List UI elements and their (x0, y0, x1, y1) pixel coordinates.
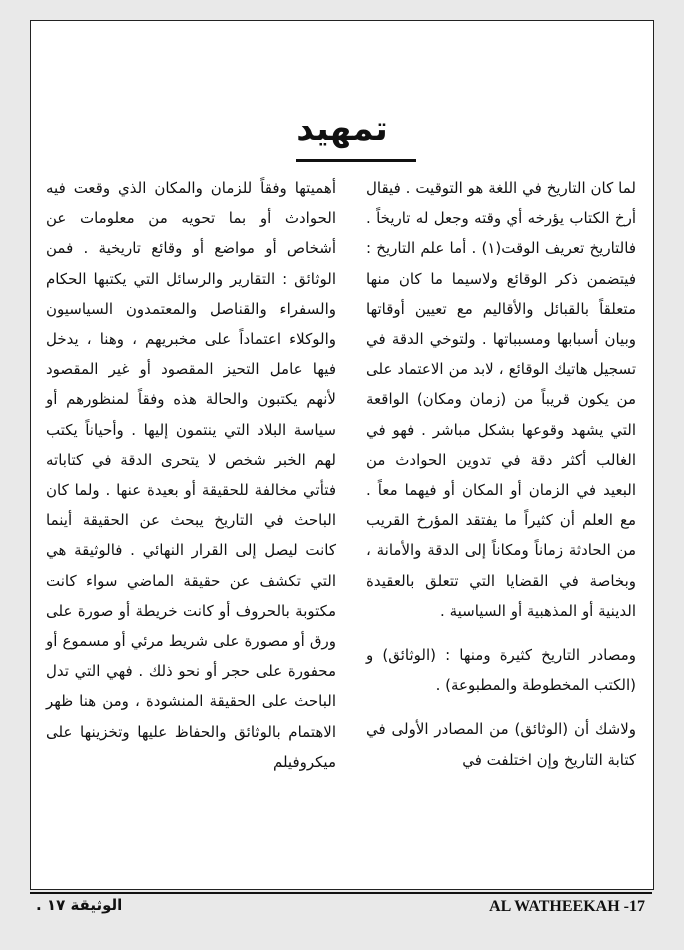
footer-rule (30, 892, 652, 894)
right-column (366, 173, 636, 775)
left-column (46, 173, 336, 777)
paragraph: أهميتها وفقاً للزمان والمكان الذي وقعت فيه الحوادث أو بما تحويه من معلومات عن أشخاص أو مواضع أو وقائع تاريخية . فمن الوثائق : التقارير والرسائل التي يكتبها الحكام والسفراء والقناصل والمعتمدون السياسيون والوكلاء اعتماداً على مخبريهم ، وهنا ، يدخل فيها عامل التحيز المقصود أو غير المقصود لأنهم يكتبون والحالة هذه وفقاً لمنظورهم أو سياسة البلاد التي ينتمون إليها . وأحياناً يكتب لهم الخبر شخص لا يتحرى الدقة في كتاباته فتأتي مخالفة للحقيقة أو بعيدة عنها . ولما كان الباحث في التاريخ يبحث عن الحقيقة أينما كانت ليصل إلى القرار النهائي . فالوثيقة هي التي تكشف عن حقيقة الماضي سواء كانت مكتوبة بالحروف أو كانت خريطة أو صورة على ورق أو مصورة على شريط مرئي أو مسموع أو محفورة على حجر أو نحو ذلك . فهي التي تدل الباحث على الحقيقة المنشودة ، ومن هنا ظهر الاهتمام بالوثائق والحفاظ عليها وتخزينها على ميكروفيلم (46, 179, 336, 771)
paragraph: ولاشك أن (الوثائق) من المصادر الأولى في كتابة التاريخ وإن اختلفت في (366, 720, 636, 769)
paragraph: ومصادر التاريخ كثيرة ومنها : (الوثائق) و (الكتب المخطوطة والمطبوعة) . (366, 646, 636, 695)
page-title: تمهيد (296, 109, 388, 149)
footer-arabic-title: الوثيقة ١٧ . (36, 896, 123, 914)
paragraph: لما كان التاريخ في اللغة هو التوقيت . فيقال أرخ الكتاب يؤرخه أي وقته وجعل له تاريخاً . فالتاريخ تعريف الوقت(١) . أما علم التاريخ : فيتضمن ذكر الوقائع ولاسيما ما كان منها متعلقاً بالقبائل والأقاليم مع تعيين أوقاتها وبيان أسبابها ومسبباتها . ولتوخي الدقة في تسجيل هاتيك الوقائع ، لابد من الاعتماد على من يكون قريباً من (زمان ومكان) الواقعة التي يشهد وقوعها بشكل مباشر . فهو في الغالب أكثر دقة في تدوين الحوادث من البعيد في الزمان أو المكان أو فيهما معاً . مع العلم أن كثيراً ما يفتقد المؤرخ القريب من الحادثة زماناً ومكاناً إلى الدقة والأمانة ، وبخاصة في القضايا التي تتعلق بالعقيدة الدينية أو المذهبية أو السياسية . (366, 179, 636, 620)
footer-english-title: AL WATHEEKAH -17 (489, 898, 645, 915)
page-frame (30, 20, 654, 890)
title-underline (296, 159, 416, 162)
